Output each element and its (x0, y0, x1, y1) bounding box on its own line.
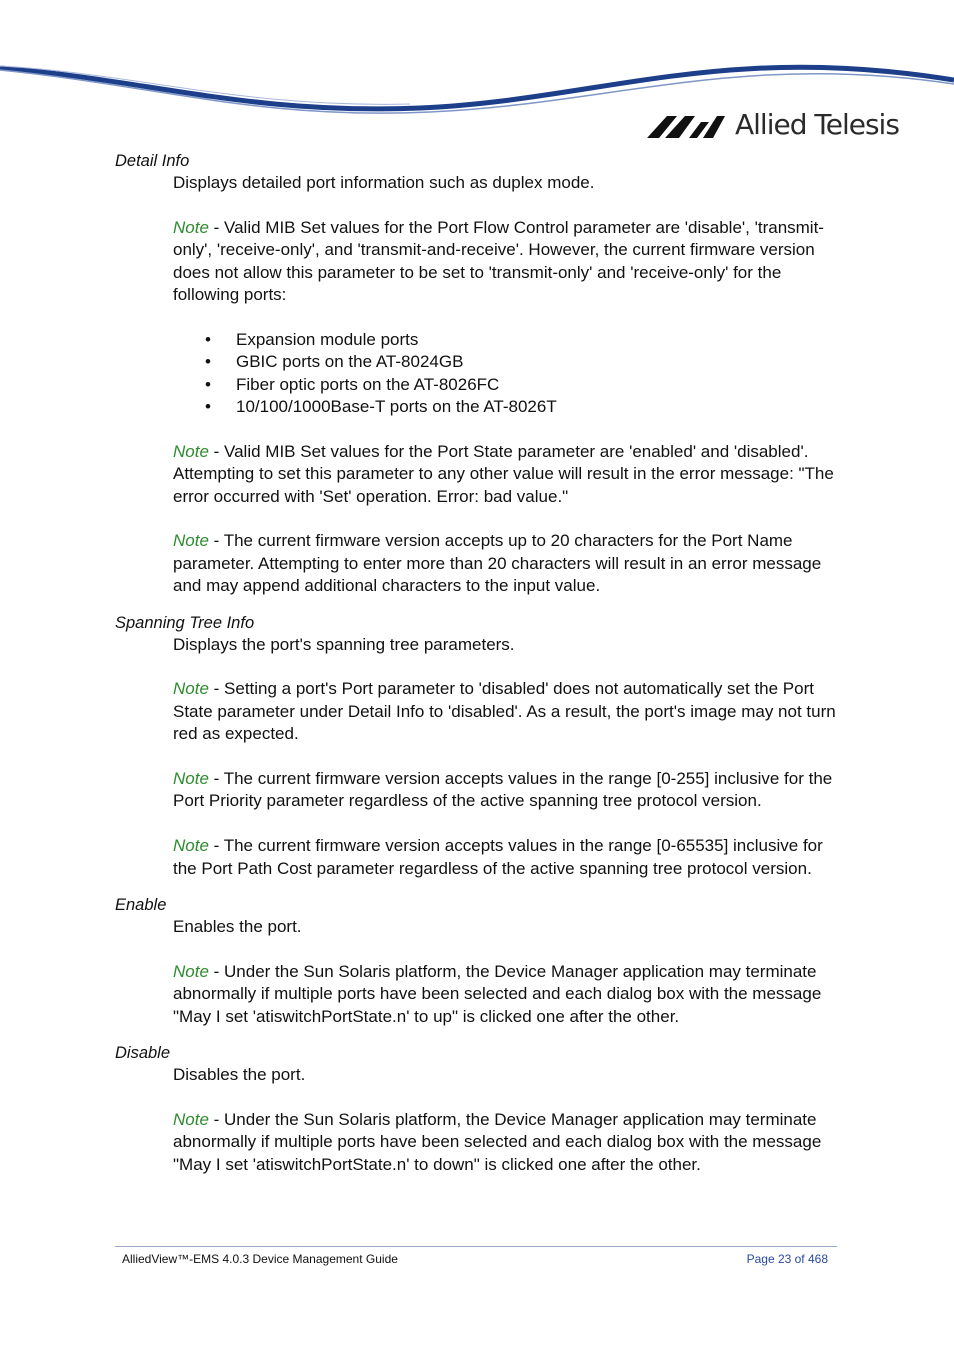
term-body (173, 634, 840, 880)
note-label: Note (173, 769, 209, 789)
term-title: Enable (115, 896, 167, 915)
list-item: • Fiber optic ports on the AT-8026FC (205, 374, 840, 396)
section-disable (115, 1042, 840, 1176)
note-label: Note (173, 679, 209, 699)
note-label: Note (173, 531, 209, 551)
note-label: Note (173, 836, 209, 856)
document-body (115, 150, 840, 1176)
note-paragraph (173, 441, 840, 508)
term-description: Displays the port's spanning tree parameters. (173, 634, 515, 654)
brand-name: Allied Telesis (735, 108, 899, 141)
note-label: Note (173, 1109, 209, 1129)
note-paragraph (173, 835, 840, 880)
note-label: Note (173, 961, 209, 981)
note-label: Note (173, 441, 209, 461)
section-enable (115, 894, 840, 1028)
term-body (173, 1064, 840, 1176)
section-detail-info (115, 150, 840, 598)
term-body (173, 916, 840, 1028)
note-paragraph (173, 678, 840, 745)
footer-page-number: Page 23 of 468 (746, 1252, 828, 1266)
term-title: Spanning Tree Info (115, 613, 255, 632)
term-title: Detail Info (115, 152, 190, 170)
note-paragraph (173, 1109, 840, 1176)
term-description: Displays detailed port information such as duplex mode. (173, 173, 595, 192)
list-item: • GBIC ports on the AT-8024GB (205, 351, 840, 373)
note-paragraph (173, 961, 840, 1028)
footer-divider (115, 1246, 837, 1247)
term-title: Disable (115, 1044, 171, 1063)
note-text: - Valid MIB Set values for the Port Flow Control parameter are 'disable', 'transmit-only', 'receive-only', and 'transmit-and-receive'. However, the current firmware version does not allow this parameter to be set to 'transmit-only' and 'receive-only' for the following ports: (173, 217, 824, 305)
note-text: - The current firmware version accepts values in the range [0-65535] inclusive for the Port Path Cost parameter regardless of the active spanning tree protocol version. (173, 836, 823, 878)
list-item: • Expansion module ports (205, 329, 840, 351)
note-text: - The current firmware version accepts values in the range [0-255] inclusive for the Port Priority parameter regardless of the active spanning tree protocol version. (173, 769, 833, 811)
note-paragraph (173, 217, 840, 307)
port-list (173, 329, 840, 419)
note-paragraph (173, 768, 840, 813)
term-body (173, 172, 840, 598)
term-description: Enables the port. (173, 917, 302, 937)
note-label: Note (173, 217, 209, 237)
note-text: - The current firmware version accepts up to 20 characters for the Port Name parameter. Attempting to enter more than 20 characters will result in an error message and may append additional characters to the input value. (173, 531, 822, 596)
section-spanning-tree-info (115, 612, 840, 880)
note-text: - Under the Sun Solaris platform, the Device Manager application may terminate abnormally if multiple ports have been selected and each dialog box with the message "May I set 'atiswitchPortState.n' to up" is clicked one after the other. (173, 961, 822, 1026)
list-item: • 10/100/1000Base-T ports on the AT-8026T (205, 396, 840, 418)
note-text: - Valid MIB Set values for the Port State parameter are 'enabled' and 'disabled'. Attempting to set this parameter to any other value will result in the error message: "The error occurred with 'Set' operation. Error: bad value." (173, 441, 834, 506)
term-description: Disables the port. (173, 1065, 306, 1085)
note-text: - Under the Sun Solaris platform, the Device Manager application may terminate abnormally if multiple ports have been selected and each dialog box with the message "May I set 'atiswitchPortState.n' to down" is clicked one after the other. (173, 1109, 822, 1174)
footer-guide-title: AlliedView™-EMS 4.0.3 Device Management Guide (122, 1252, 398, 1266)
note-paragraph (173, 530, 840, 597)
note-text: - Setting a port's Port parameter to 'disabled' does not automatically set the Port State parameter under Detail Info to 'disabled'. As a result, the port's image may not turn red as expected. (173, 679, 836, 744)
